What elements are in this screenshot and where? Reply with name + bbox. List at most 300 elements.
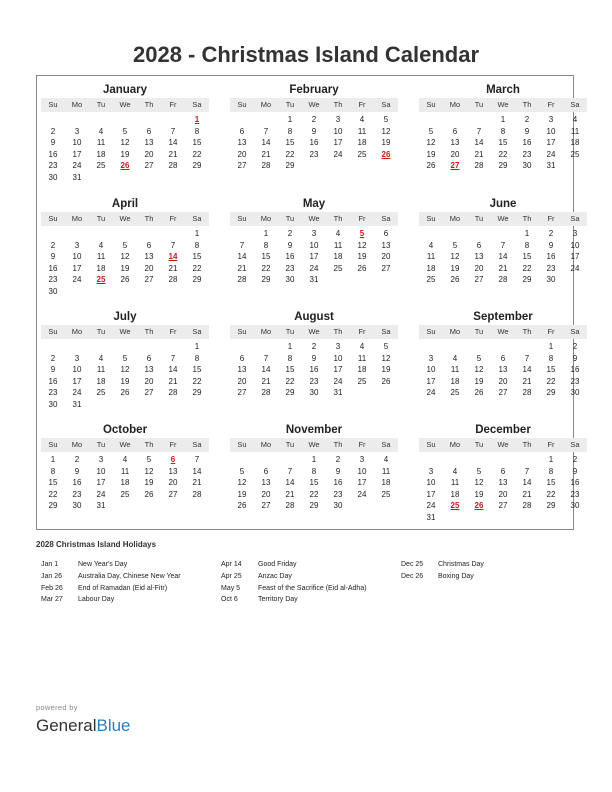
day-cell: 7 — [263, 353, 269, 363]
day-cell: 4 — [452, 466, 458, 476]
weekday-label: Mo — [71, 100, 83, 109]
day-cell: 1 — [287, 115, 293, 124]
day-cell: 8 — [263, 240, 269, 250]
weekday-label: Sa — [570, 440, 580, 449]
day-cell: 17 — [426, 376, 436, 386]
day-cell: 23 — [333, 489, 343, 499]
weekday-label: We — [308, 214, 320, 223]
weekday-label: Tu — [96, 327, 106, 336]
day-cell: 13 — [498, 478, 508, 487]
day-cell: 5 — [476, 353, 482, 363]
month-september — [419, 309, 587, 399]
day-cell: 18 — [96, 149, 106, 159]
holiday-name: Christmas Day — [438, 561, 484, 568]
weekday-label: Mo — [449, 214, 461, 223]
weekday-label: Su — [237, 214, 247, 223]
day-cell: 29 — [522, 275, 532, 284]
holiday-row — [41, 571, 181, 583]
day-cell: 4 — [572, 115, 578, 124]
month-march — [419, 82, 587, 172]
day-cell: 20 — [144, 263, 154, 273]
day-cell: 11 — [450, 478, 460, 487]
day-cell: 14 — [261, 138, 271, 147]
day-cell: 15 — [546, 478, 556, 487]
day-cell: 15 — [546, 365, 556, 374]
weekday-label: Sa — [570, 214, 580, 223]
day-cell: 31 — [333, 388, 343, 397]
weekday-header — [419, 438, 587, 452]
day-cell: 25 — [570, 149, 580, 159]
day-cell: 15 — [285, 365, 295, 374]
day-cell: 9 — [524, 126, 530, 136]
day-cell: 14 — [522, 478, 532, 487]
empty-day — [254, 341, 278, 353]
holiday-date: May 5 — [221, 584, 241, 592]
generalblue-logo[interactable] — [36, 716, 131, 736]
day-cell: 6 — [239, 353, 245, 363]
day-cell: 29 — [285, 161, 295, 170]
day-cell: 28 — [168, 161, 178, 170]
day-cell: 17 — [72, 149, 82, 159]
day-cell: 23 — [570, 489, 580, 499]
month-name: August — [294, 311, 334, 323]
weekday-label: Tu — [285, 214, 295, 223]
day-cell: 4 — [122, 455, 128, 464]
day-cell: 9 — [572, 353, 578, 363]
weekday-label: Th — [333, 440, 343, 449]
day-cell: 1 — [500, 115, 506, 124]
weekday-label: We — [497, 440, 509, 449]
day-cell: 11 — [357, 353, 367, 363]
day-cell: 4 — [98, 240, 104, 250]
day-cell: 24 — [333, 149, 343, 159]
holiday-date: Jan 1 — [41, 561, 59, 568]
day-cell: 25 — [120, 489, 130, 499]
weekday-label: Su — [237, 440, 247, 449]
day-cell: 13 — [474, 252, 484, 261]
day-cell: 18 — [357, 365, 367, 374]
day-cell: 30 — [285, 275, 295, 284]
empty-day — [137, 341, 161, 353]
day-cell: 7 — [170, 126, 176, 136]
day-cell: 29 — [192, 388, 202, 397]
day-grid — [41, 228, 209, 297]
day-cell: 21 — [168, 263, 178, 273]
day-cell: 10 — [426, 365, 436, 374]
weekday-label: Sa — [381, 327, 391, 336]
empty-day — [515, 454, 539, 466]
day-cell: 23 — [309, 149, 319, 159]
month-name: February — [289, 84, 339, 96]
weekday-header — [41, 98, 209, 112]
holiday-day: 14 — [168, 252, 178, 261]
day-cell: 4 — [359, 115, 365, 124]
day-cell: 31 — [546, 161, 556, 170]
day-cell: 2 — [50, 240, 56, 250]
day-cell: 18 — [450, 376, 460, 386]
weekday-label: Mo — [449, 327, 461, 336]
weekday-header — [41, 438, 209, 452]
day-cell: 28 — [498, 275, 508, 284]
day-cell: 1 — [548, 342, 554, 351]
holiday-row — [221, 559, 367, 571]
day-cell: 3 — [548, 115, 554, 124]
month-august — [230, 309, 398, 399]
empty-day — [161, 114, 185, 126]
day-cell: 22 — [285, 376, 295, 386]
weekday-label: Fr — [358, 100, 366, 109]
weekday-label: Tu — [474, 214, 484, 223]
empty-day — [254, 454, 278, 466]
day-cell: 1 — [194, 342, 200, 351]
day-cell: 8 — [287, 353, 293, 363]
empty-day — [230, 341, 254, 353]
day-cell: 24 — [333, 376, 343, 386]
day-cell: 3 — [74, 240, 80, 250]
day-cell: 8 — [524, 240, 530, 250]
day-cell: 14 — [522, 365, 532, 374]
day-cell: 19 — [120, 376, 130, 386]
day-cell: 18 — [426, 263, 436, 273]
day-cell: 12 — [474, 365, 484, 374]
day-grid — [419, 454, 587, 523]
day-cell: 30 — [333, 501, 343, 510]
day-cell: 24 — [72, 161, 82, 170]
holiday-day: 6 — [170, 455, 176, 464]
day-cell: 20 — [474, 263, 484, 273]
day-cell: 30 — [72, 501, 82, 510]
day-cell: 23 — [309, 376, 319, 386]
day-cell: 29 — [546, 501, 556, 510]
empty-day — [443, 114, 467, 126]
day-cell: 30 — [309, 388, 319, 397]
day-cell: 10 — [570, 240, 580, 250]
day-cell: 5 — [476, 466, 482, 476]
day-cell: 28 — [237, 275, 247, 284]
day-cell: 19 — [237, 489, 247, 499]
day-cell: 30 — [570, 388, 580, 397]
day-cell: 28 — [261, 161, 271, 170]
month-november — [230, 422, 398, 512]
day-cell: 7 — [170, 353, 176, 363]
day-cell: 26 — [237, 501, 247, 510]
day-cell: 9 — [572, 466, 578, 476]
day-cell: 8 — [194, 240, 200, 250]
day-cell: 29 — [546, 388, 556, 397]
day-cell: 17 — [72, 376, 82, 386]
day-cell: 13 — [450, 138, 460, 147]
day-cell: 18 — [381, 478, 391, 487]
weekday-label: Tu — [96, 100, 106, 109]
day-cell: 18 — [450, 489, 460, 499]
holidays-title: 2028 Christmas Island Holidays — [36, 540, 157, 549]
day-cell: 4 — [98, 126, 104, 136]
day-cell: 2 — [524, 115, 530, 124]
day-grid — [41, 114, 209, 183]
day-cell: 21 — [168, 149, 178, 159]
day-cell: 9 — [311, 353, 317, 363]
day-cell: 3 — [335, 342, 341, 351]
day-cell: 6 — [146, 126, 152, 136]
day-cell: 31 — [96, 501, 106, 510]
day-cell: 25 — [357, 149, 367, 159]
day-grid — [230, 228, 398, 286]
logo-general: General — [36, 716, 97, 735]
holiday-day: 27 — [450, 161, 460, 170]
holiday-name: End of Ramadan (Eid al-Fitr) — [78, 584, 168, 592]
day-cell: 20 — [144, 376, 154, 386]
weekday-label: Sa — [570, 327, 580, 336]
day-cell: 17 — [357, 478, 367, 487]
day-cell: 15 — [498, 138, 508, 147]
day-grid — [41, 454, 209, 512]
day-cell: 25 — [381, 489, 391, 499]
weekday-label: Th — [333, 327, 343, 336]
day-cell: 7 — [263, 126, 269, 136]
day-cell: 9 — [74, 466, 80, 476]
weekday-label: Tu — [285, 440, 295, 449]
day-cell: 31 — [309, 275, 319, 284]
day-cell: 11 — [450, 365, 460, 374]
day-cell: 26 — [450, 275, 460, 284]
day-cell: 21 — [522, 376, 532, 386]
day-cell: 27 — [144, 161, 154, 170]
weekday-label: Sa — [570, 100, 580, 109]
day-cell: 5 — [122, 126, 128, 136]
day-cell: 22 — [48, 489, 58, 499]
day-cell: 16 — [546, 252, 556, 261]
day-cell: 16 — [72, 478, 82, 487]
empty-day — [161, 341, 185, 353]
empty-day — [230, 228, 254, 240]
day-cell: 27 — [144, 388, 154, 397]
holiday-name: Australia Day, Chinese New Year — [78, 572, 181, 580]
day-cell: 16 — [309, 138, 319, 147]
day-cell: 30 — [48, 286, 58, 296]
day-cell: 7 — [194, 455, 200, 464]
day-cell: 11 — [96, 365, 106, 374]
weekday-label: Mo — [71, 440, 83, 449]
day-cell: 22 — [192, 376, 202, 386]
holiday-date: Jan 26 — [41, 572, 63, 580]
day-cell: 3 — [74, 126, 80, 136]
empty-day — [467, 114, 491, 126]
day-cell: 25 — [357, 376, 367, 386]
empty-day — [137, 228, 161, 240]
day-cell: 21 — [261, 376, 271, 386]
day-cell: 4 — [452, 353, 458, 363]
weekday-label: Su — [48, 440, 58, 449]
weekday-header — [230, 438, 398, 452]
day-cell: 21 — [522, 489, 532, 499]
weekday-label: Sa — [381, 214, 391, 223]
day-grid — [419, 228, 587, 286]
holiday-day: 5 — [359, 229, 365, 238]
day-cell: 14 — [168, 365, 178, 374]
day-cell: 26 — [144, 489, 154, 499]
month-july — [41, 309, 209, 410]
day-cell: 7 — [524, 466, 530, 476]
holiday-column — [41, 559, 181, 606]
holiday-name: Good Friday — [258, 561, 297, 568]
weekday-label: Th — [333, 100, 343, 109]
month-april — [41, 196, 209, 297]
day-cell: 19 — [120, 149, 130, 159]
empty-day — [419, 341, 443, 353]
page-title: 2028 - Christmas Island Calendar — [132, 42, 480, 67]
day-cell: 20 — [450, 149, 460, 159]
weekday-label: Fr — [169, 327, 177, 336]
month-october — [41, 422, 209, 512]
weekday-header — [230, 98, 398, 112]
empty-day — [41, 114, 65, 126]
holiday-row — [221, 594, 367, 606]
day-cell: 11 — [426, 252, 436, 261]
empty-day — [278, 454, 302, 466]
weekday-label: Mo — [449, 440, 461, 449]
day-cell: 19 — [474, 376, 484, 386]
day-cell: 19 — [381, 365, 391, 374]
day-cell: 2 — [287, 229, 293, 238]
day-cell: 8 — [311, 466, 317, 476]
day-cell: 26 — [381, 376, 391, 386]
day-cell: 25 — [96, 161, 106, 170]
day-cell: 15 — [48, 478, 58, 487]
day-cell: 13 — [237, 365, 247, 374]
day-cell: 31 — [72, 399, 82, 409]
holiday-day: 1 — [194, 115, 200, 124]
day-cell: 20 — [237, 149, 247, 159]
day-cell: 16 — [309, 365, 319, 374]
day-cell: 30 — [48, 399, 58, 409]
weekday-label: Fr — [358, 214, 366, 223]
weekday-label: We — [119, 214, 131, 223]
day-cell: 19 — [381, 138, 391, 147]
holiday-date: Oct 6 — [221, 596, 238, 604]
day-cell: 18 — [357, 138, 367, 147]
day-cell: 28 — [192, 489, 202, 499]
day-cell: 17 — [333, 138, 343, 147]
day-cell: 1 — [194, 229, 200, 238]
day-cell: 17 — [333, 365, 343, 374]
day-cell: 27 — [498, 501, 508, 510]
day-cell: 10 — [96, 466, 106, 476]
day-cell: 24 — [570, 263, 580, 273]
powered-by-text: powered by — [36, 703, 78, 712]
day-cell: 5 — [122, 240, 128, 250]
day-cell: 21 — [192, 478, 202, 487]
empty-day — [467, 228, 491, 240]
day-cell: 30 — [546, 275, 556, 284]
day-cell: 28 — [168, 388, 178, 397]
month-name: July — [113, 311, 137, 323]
month-name: March — [486, 84, 520, 96]
day-cell: 2 — [335, 455, 341, 464]
day-cell: 8 — [500, 126, 506, 136]
holiday-name: Territory Day — [258, 596, 298, 604]
holiday-day: 26 — [474, 501, 484, 510]
day-cell: 7 — [239, 240, 245, 250]
empty-day — [113, 341, 137, 353]
holiday-day: 26 — [381, 149, 391, 159]
day-cell: 27 — [261, 501, 271, 510]
day-cell: 21 — [168, 376, 178, 386]
month-may — [230, 196, 398, 286]
empty-day — [443, 454, 467, 466]
day-cell: 11 — [357, 126, 367, 136]
day-cell: 23 — [72, 489, 82, 499]
day-cell: 2 — [311, 342, 317, 351]
day-cell: 2 — [74, 455, 80, 464]
weekday-label: Th — [144, 100, 154, 109]
weekday-label: Tu — [96, 440, 106, 449]
weekday-label: Su — [426, 327, 436, 336]
day-cell: 1 — [548, 455, 554, 464]
weekday-header — [419, 212, 587, 226]
day-cell: 20 — [498, 376, 508, 386]
holiday-row — [401, 559, 484, 571]
day-cell: 26 — [120, 275, 130, 284]
day-cell: 8 — [194, 353, 200, 363]
day-cell: 5 — [146, 455, 152, 464]
day-cell: 11 — [381, 466, 391, 476]
day-grid — [41, 341, 209, 410]
weekday-label: Fr — [169, 214, 177, 223]
day-cell: 14 — [237, 252, 247, 261]
weekday-label: Th — [333, 214, 343, 223]
day-cell: 13 — [237, 138, 247, 147]
weekday-label: Mo — [71, 327, 83, 336]
day-cell: 1 — [263, 229, 269, 238]
weekday-label: Fr — [547, 327, 555, 336]
holiday-date: Dec 26 — [401, 572, 424, 580]
day-cell: 22 — [285, 149, 295, 159]
day-cell: 22 — [546, 489, 556, 499]
day-cell: 7 — [476, 126, 482, 136]
day-cell: 10 — [426, 478, 436, 487]
day-cell: 23 — [546, 263, 556, 273]
day-cell: 27 — [381, 263, 391, 273]
day-cell: 6 — [476, 240, 482, 250]
day-cell: 8 — [50, 466, 56, 476]
empty-day — [137, 114, 161, 126]
month-december — [419, 422, 587, 523]
day-cell: 13 — [144, 365, 154, 374]
day-cell: 10 — [546, 126, 556, 136]
weekday-label: Th — [522, 440, 532, 449]
day-cell: 12 — [381, 126, 391, 136]
empty-day — [89, 341, 113, 353]
day-grid — [419, 341, 587, 399]
day-cell: 15 — [522, 252, 532, 261]
weekday-label: Sa — [381, 440, 391, 449]
day-cell: 16 — [48, 376, 58, 386]
empty-day — [89, 228, 113, 240]
weekday-label: Sa — [381, 100, 391, 109]
day-cell: 29 — [285, 388, 295, 397]
weekday-label: Tu — [96, 214, 106, 223]
weekday-label: Th — [144, 440, 154, 449]
day-cell: 1 — [311, 455, 317, 464]
day-cell: 3 — [572, 229, 578, 238]
day-cell: 18 — [96, 376, 106, 386]
weekday-label: We — [308, 327, 320, 336]
day-cell: 19 — [120, 263, 130, 273]
empty-day — [491, 341, 515, 353]
day-cell: 5 — [428, 126, 434, 136]
month-name: September — [473, 311, 533, 323]
day-cell: 7 — [170, 240, 176, 250]
